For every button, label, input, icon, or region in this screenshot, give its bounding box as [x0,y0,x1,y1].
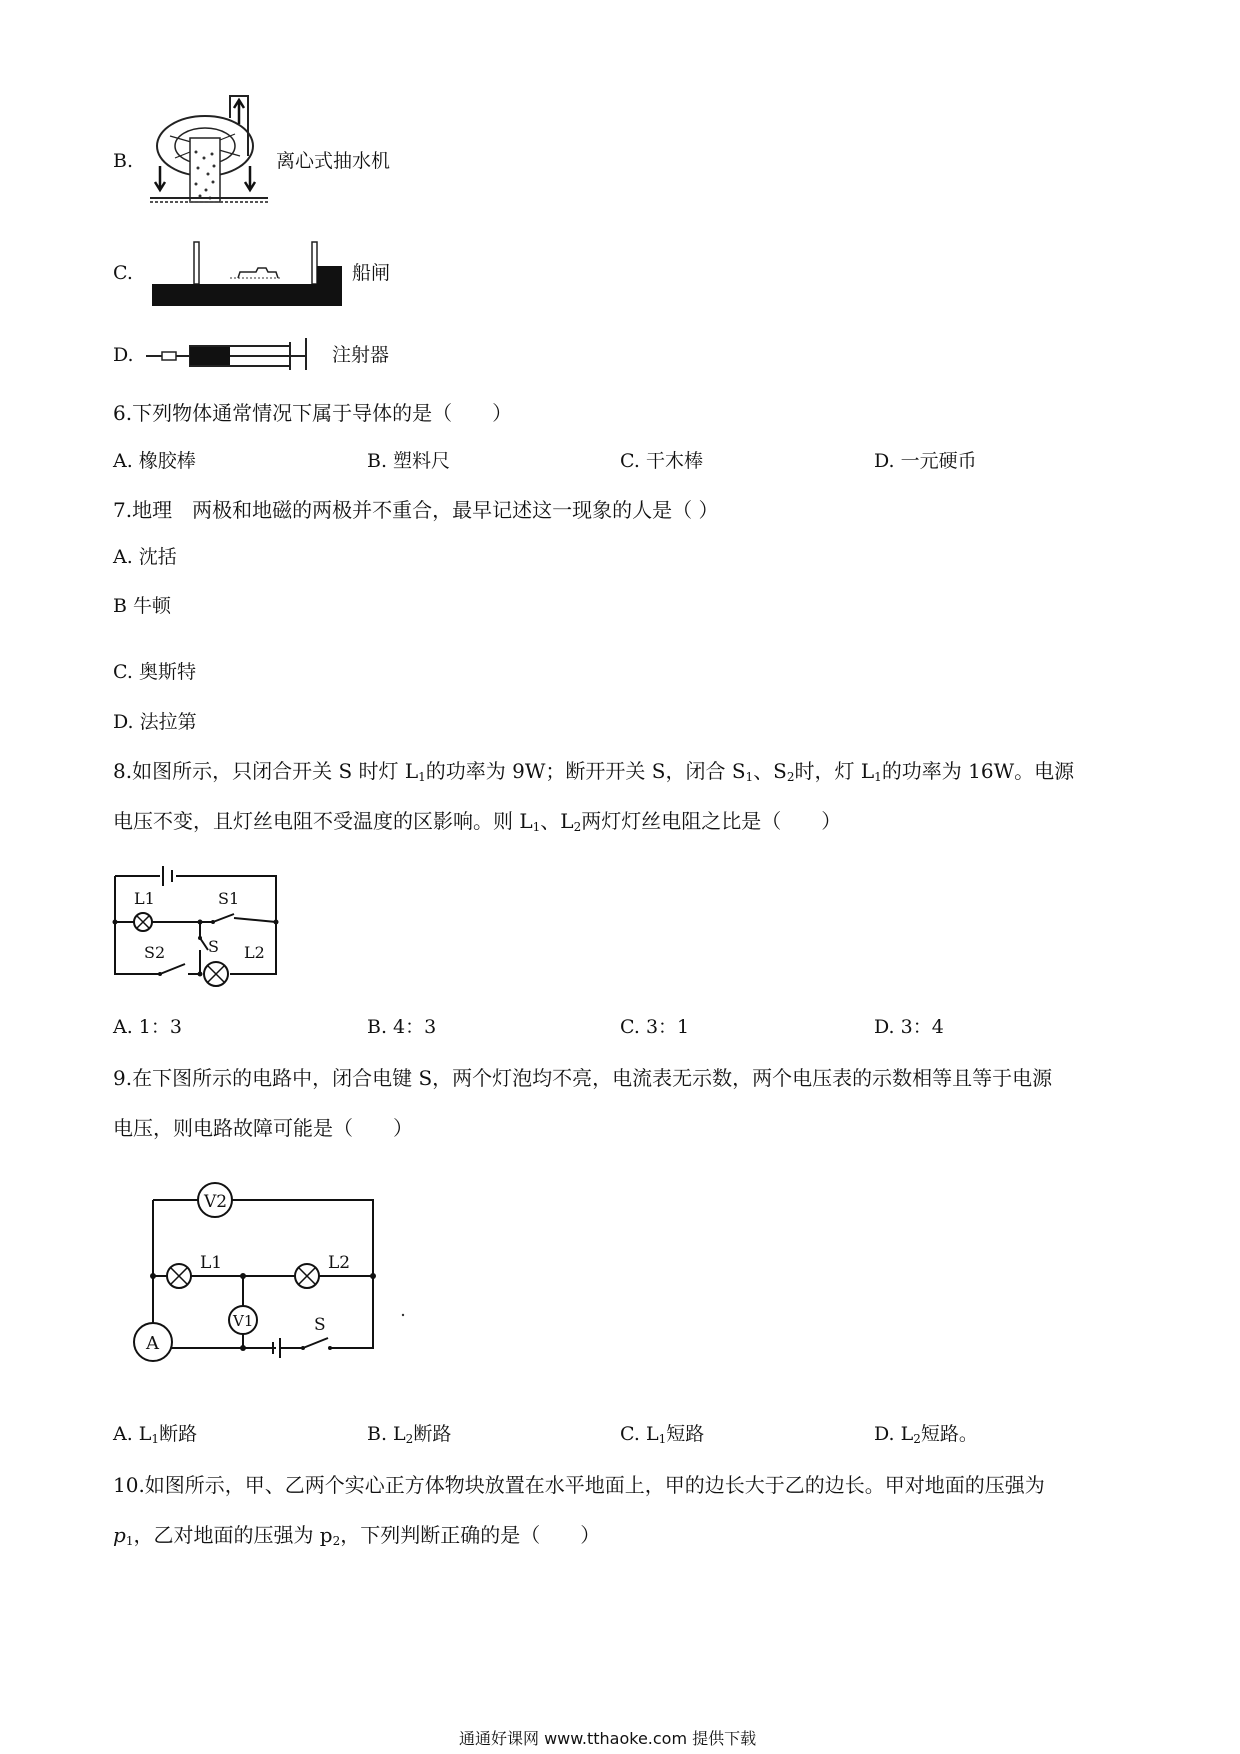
centrifugal-pump-icon [150,96,268,208]
question-9-stem-line-1: 9.在下图所示的电路中，闭合电键 S，两个灯泡均不亮，电流表无示数，两个电压表的示数相等且等于电源 [113,1066,1053,1090]
q8-option-c: C. 3：1 [620,1016,690,1038]
ship-lock-icon [152,242,342,306]
question-10-stem-line-1: 10.如图所示，甲、乙两个实心正方体物块放置在水平地面上，甲的边长大于乙的边长。甲对地面的压强为 [113,1473,1045,1497]
q8-circuit-diagram [110,858,285,982]
q9-option-d: D. $L_2$短路。 [874,1423,978,1446]
q9-label-v2: V2 [204,1192,228,1212]
q6-option-b: B. 塑料尺 [367,450,451,472]
option-label: 船闸 [352,262,391,284]
option-label: 注射器 [332,344,390,366]
q9-label-a: A [146,1333,159,1354]
q7-option-a: A. 沈括 [113,546,177,568]
q9-option-b: B. $L_2$断路 [367,1423,452,1446]
syringe-icon [146,336,322,372]
q8-option-d: D. 3：4 [874,1016,944,1038]
q9-circuit-diagram [128,1178,408,1378]
q7-option-b: B 牛顿 [113,595,172,617]
q9-label-l1: L1 [200,1253,223,1273]
q8-label-s2: S2 [144,943,166,962]
q7-option-d: D. 法拉第 [113,711,197,733]
q7-option-c: C. 奥斯特 [113,661,196,683]
question-9-stem-line-2: 电压，则电路故障可能是（ ） [113,1116,413,1140]
question-6-stem: 6.下列物体通常情况下属于导体的是（ ） [113,401,513,425]
q9-option-c: C. $L_1$短路 [620,1423,705,1446]
q6-option-d: D. 一元硬币 [874,450,977,472]
question-8-stem-line-2: 电压不变，且灯丝电阻不受温度的区影响。则 $L_1$、$L_2$两灯灯丝电阻之比是（ ） [113,809,842,834]
q8-label-l1: L1 [134,889,155,908]
q8-label-l2: L2 [244,943,265,962]
q6-option-c: C. 干木棒 [620,450,703,472]
q9-option-a: A. $L_1$断路 [113,1423,198,1446]
option-letter: D. [113,344,134,366]
q6-option-a: A. 橡胶棒 [113,450,196,472]
q9-label-v1: V1 [233,1312,254,1330]
option-label: 离心式抽水机 [276,150,391,172]
option-letter: B. [113,150,134,172]
option-letter: C. [113,262,133,284]
q9-label-s: S [314,1315,326,1335]
question-8-stem-line-1: 8.如图所示，只闭合开关 S 时灯 $L_1$的功率为 9W；断开开关 S，闭合 $S_1$、$S_2$时，灯 $L_1$的功率为 16W。电源 [113,759,1075,784]
page-footer: 通通好课网 www.tthaoke.com 提供下载 [459,1729,757,1748]
question-10-stem-line-2: $p_1$，乙对地面的压强为 $p_2$，下列判断正确的是（ ） [113,1523,601,1548]
question-7-stem: 7.地理 两极和地磁的两极并不重合，最早记述这一现象的人是（ ） [113,498,719,522]
q8-option-b: B. 4：3 [367,1016,437,1038]
q8-option-a: A. 1：3 [113,1016,182,1038]
q9-label-l2: L2 [328,1253,351,1273]
q8-label-s: S [208,937,219,956]
q8-label-s1: S1 [218,889,240,908]
